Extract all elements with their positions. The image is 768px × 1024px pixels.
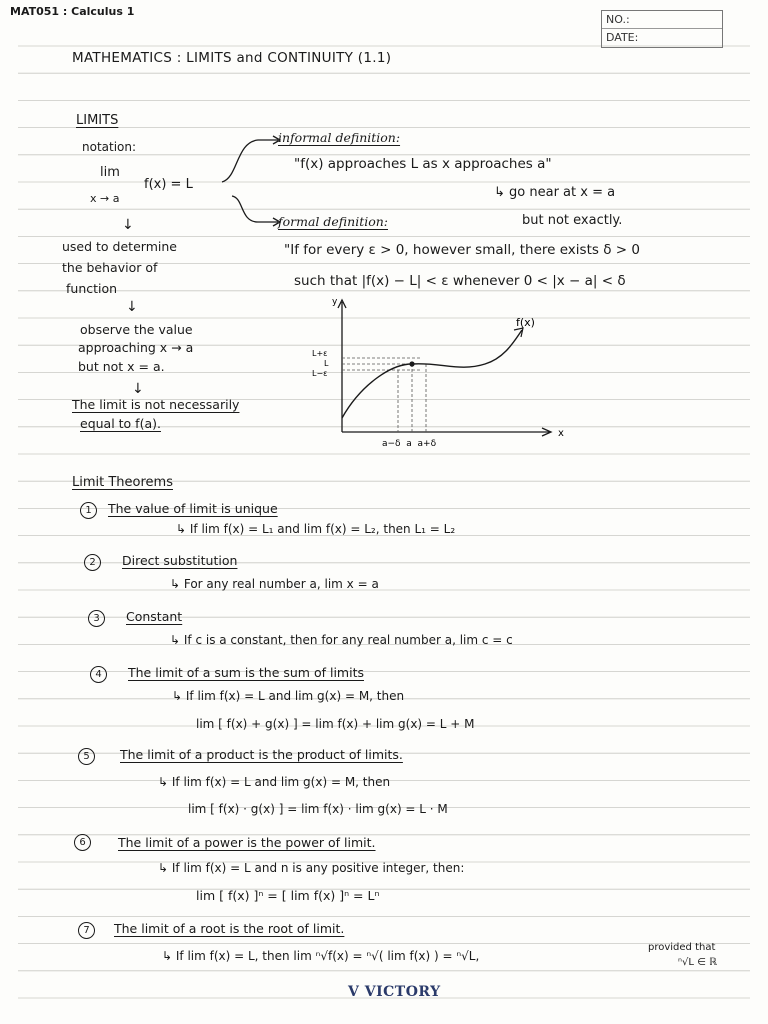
theorem-7-provided-line2: ⁿ√L ∈ ℝ <box>678 957 717 968</box>
notation-label: notation: <box>82 140 137 154</box>
tick-l-plus-eps: L+ε <box>312 349 328 358</box>
theorem-5-number: 5 <box>78 748 95 765</box>
note-line2: equal to f(a). <box>80 416 161 431</box>
course-label: MAT051 : Calculus 1 <box>10 5 135 18</box>
theorem-1-title: The value of limit is unique <box>108 501 278 516</box>
lim-subscript: x → a <box>90 192 120 205</box>
limit-graph <box>310 296 580 456</box>
theorem-7-line1: ↳ If lim f(x) = L, then lim ⁿ√f(x) = ⁿ√( lim f(x) ) = ⁿ√L, <box>162 949 480 963</box>
date-label: DATE: <box>606 31 639 44</box>
limit-point <box>409 361 414 366</box>
formal-text-line2: such that |f(x) − L| < ε whenever 0 < |x − a| < δ <box>294 273 626 289</box>
lim-expression: f(x) = L <box>144 177 193 192</box>
observe-line1: observe the value <box>80 322 193 337</box>
used-line1: used to determine <box>62 239 177 254</box>
theorem-5-title: The limit of a product is the product of limits. <box>120 747 403 762</box>
page-title: MATHEMATICS : LIMITS and CONTINUITY (1.1) <box>72 50 392 66</box>
theorem-3-number: 3 <box>88 610 105 627</box>
not-exactly-text: but not exactly. <box>522 213 623 228</box>
theorem-2-line1: ↳ For any real number a, lim x = a <box>170 577 379 591</box>
function-curve <box>342 330 522 418</box>
theorem-7-provided-line1: provided that <box>648 942 716 953</box>
theorem-4-title: The limit of a sum is the sum of limits <box>128 665 364 680</box>
limits-heading: LIMITS <box>76 113 119 128</box>
informal-text: "f(x) approaches L as x approaches a" <box>294 156 552 172</box>
theorem-5-line2: lim [ f(x) · g(x) ] = lim f(x) · lim g(x) = L · M <box>188 802 448 816</box>
theorem-7-title: The limit of a root is the root of limit. <box>114 921 345 936</box>
down-arrow-1: ↓ <box>122 217 134 233</box>
victory-logo-mark: V <box>348 984 360 1000</box>
victory-logo <box>348 984 441 1000</box>
go-near-text: ↳ go near at x = a <box>494 185 616 200</box>
used-line2: the behavior of <box>62 260 158 275</box>
y-axis-label: y <box>332 297 338 307</box>
observe-line3: but not x = a. <box>78 359 165 374</box>
informal-label: informal definition: <box>278 130 401 145</box>
no-label: NO.: <box>602 11 722 29</box>
theorem-1-number: 1 <box>80 502 97 519</box>
theorems-heading: Limit Theorems <box>72 475 173 490</box>
tick-l: L <box>324 359 329 368</box>
theorem-3-line1: ↳ If c is a constant, then for any real number a, lim c = c <box>170 633 513 647</box>
x-axis-label: x <box>558 428 564 439</box>
note-line1: The limit is not necessarily <box>72 397 240 412</box>
lim-word: lim <box>100 165 120 180</box>
victory-brand: VICTORY <box>364 984 441 1000</box>
theorem-6-number: 6 <box>74 834 91 851</box>
theorem-4-line2: lim [ f(x) + g(x) ] = lim f(x) + lim g(x) = L + M <box>196 717 475 731</box>
theorem-5-line1: ↳ If lim f(x) = L and lim g(x) = M, then <box>158 775 391 789</box>
theorem-3-title: Constant <box>126 609 183 624</box>
theorem-4-number: 4 <box>90 666 107 683</box>
curve-label: f(x) <box>516 316 535 329</box>
theorem-2-title: Direct substitution <box>122 553 238 568</box>
theorem-2-number: 2 <box>84 554 101 571</box>
observe-line2: approaching x → a <box>78 340 194 355</box>
down-arrow-3: ↓ <box>132 381 144 397</box>
theorem-6-title: The limit of a power is the power of limit. <box>118 835 376 850</box>
formal-text-line1: "If for every ε > 0, however small, there exists δ > 0 <box>284 242 640 258</box>
no-date-box <box>601 10 723 48</box>
theorem-4-line1: ↳ If lim f(x) = L and lim g(x) = M, then <box>172 689 405 703</box>
theorem-6-line2: lim [ f(x) ]ⁿ = [ lim f(x) ]ⁿ = Lⁿ <box>196 888 380 903</box>
tick-l-minus-eps: L−ε <box>312 369 328 378</box>
theorem-6-line1: ↳ If lim f(x) = L and n is any positive integer, then: <box>158 861 465 875</box>
down-arrow-2: ↓ <box>126 299 138 315</box>
theorem-7-number: 7 <box>78 922 95 939</box>
used-line3: function <box>66 281 118 296</box>
theorem-1-line1: ↳ If lim f(x) = L₁ and lim f(x) = L₂, then L₁ = L₂ <box>176 522 456 536</box>
formal-label: formal definition: <box>278 214 388 229</box>
x-tick-labels: a−δ a a+δ <box>382 439 437 449</box>
